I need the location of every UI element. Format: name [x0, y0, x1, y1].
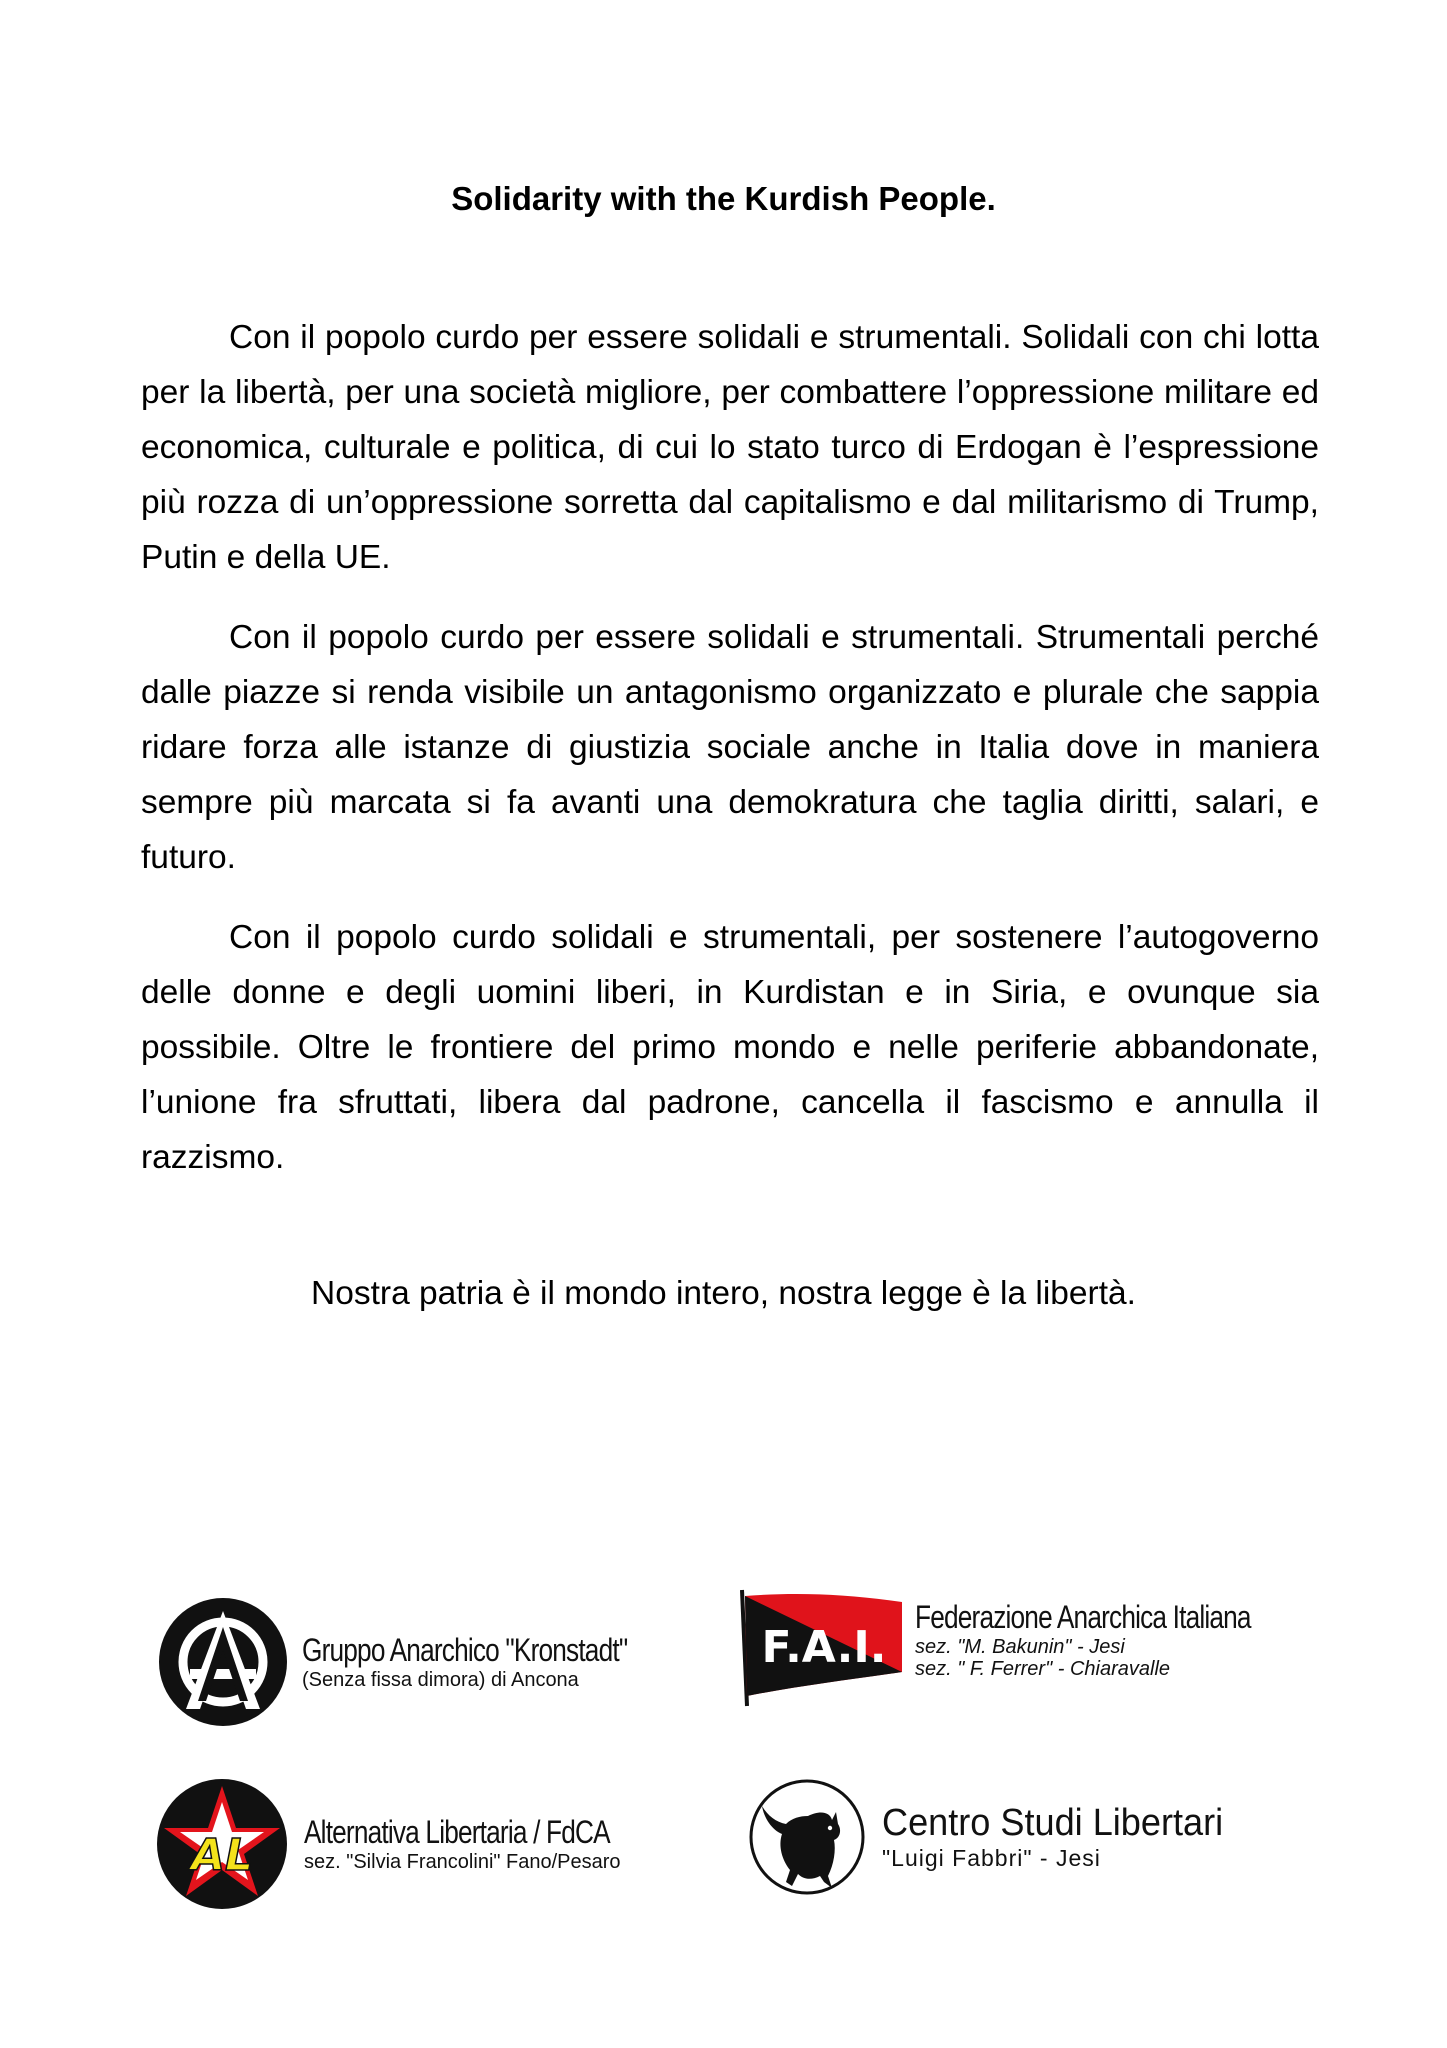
paragraph-3: Con il popolo curdo solidali e strumentali, per sostenere l’autogoverno delle donne e degli uomini liberi, in Kurdistan e in Siria, e ovunque sia possibile. Oltre le frontiere del primo mondo e nelle periferie abbandonate, l’unione fra sfruttati, libera dal padrone, cancella il fascismo e annulla il razzismo. [141, 919, 1319, 1176]
logo-fai [737, 1588, 1324, 1708]
black-cat-icon [748, 1778, 866, 1896]
closing-motto: Nostra patria è il mondo intero, nostra legge è la libertà. [311, 1275, 1136, 1312]
al-name: Alternativa Libertaria / FdCA [304, 1814, 610, 1850]
logo-kronstadt [158, 1597, 699, 1727]
al-sub: sez. "Silvia Francolini" Fano/Pesaro [304, 1851, 621, 1873]
document-body [141, 310, 1319, 1210]
logo-al [156, 1778, 677, 1910]
paragraph-2: Con il popolo curdo per essere solidali e strumentali. Strumentali perché dalle piazze si renda visibile un antagonismo organizzato e plurale che sappia ridare forza alle istanze di giustizia sociale anche in Italia dove in maniera sempre più marcata si fa avanti una demokratura che taglia diritti, salari, e futuro. [141, 619, 1319, 876]
fai-sub-1: sez. "M. Bakunin" - Jesi [915, 1635, 1125, 1658]
document-title: Solidarity with the Kurdish People. [451, 180, 996, 217]
al-badge-text: AL [190, 1830, 254, 1881]
csl-name: Centro Studi Libertari [882, 1802, 1224, 1844]
paragraph-1: Con il popolo curdo per essere solidali e strumentali. Solidali con chi lotta per la libertà, per una società migliore, per combattere l’oppressione militare ed economica, culturale e politica, di cui lo stato turco di Erdogan è l’espressione più rozza di un’oppressione sorretta dal capitalismo e dal militarismo di Trump, Putin e della UE. [141, 319, 1319, 576]
kronstadt-sub: (Senza fissa dimora) di Ancona [302, 1669, 579, 1691]
fai-sub-2: sez. " F. Ferrer" - Chiaravalle [915, 1657, 1171, 1680]
red-black-flag-icon [737, 1588, 907, 1708]
kronstadt-name: Gruppo Anarchico "Kronstadt" [302, 1632, 628, 1668]
circle-a-icon [158, 1597, 288, 1727]
csl-sub: "Luigi Fabbri" - Jesi [882, 1845, 1101, 1871]
fai-flag-text: F.A.I. [761, 1622, 887, 1673]
fai-name: Federazione Anarchica Italiana [915, 1598, 1251, 1635]
red-star-icon [156, 1778, 288, 1910]
logo-csl [748, 1778, 1241, 1896]
